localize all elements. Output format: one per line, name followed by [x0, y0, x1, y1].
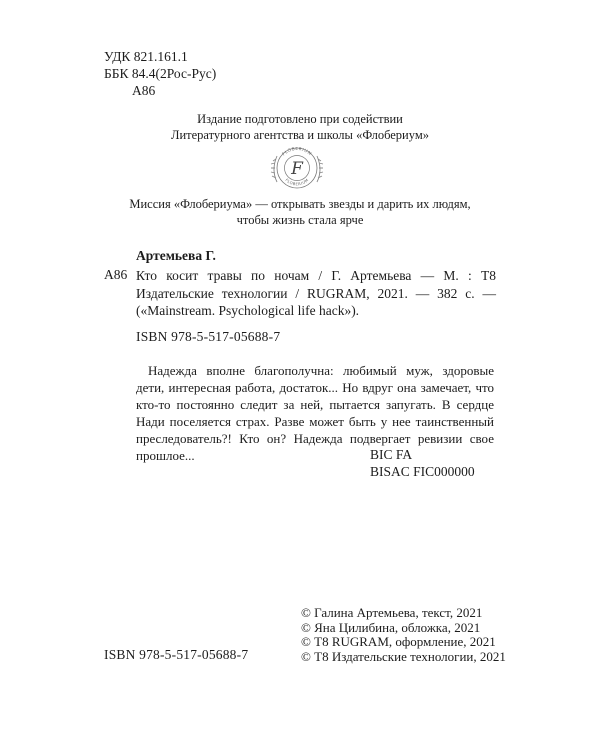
preparation-note: [0, 111, 600, 143]
mission-line-1: Миссия «Флобериума» — открывать звезды и дарить их людям,: [129, 197, 471, 211]
logo-arc-bottom: FLOBERIUM: [284, 177, 310, 187]
annotation-text: Надежда вполне благополучна: любимый муж, здоровые дети, интересная работа, достаток... Но вдруг она замечает, что кто-то постоянно следит за ней, пытается запугать. В сердце Нади поселяется страх. Разве может быть у нее таинственный преследователь?! Кто он? Надежда подвергает ревизии свое прошлое...: [136, 363, 494, 463]
copyright-line: © Т8 RUGRAM, оформление, 2021: [301, 634, 496, 649]
copyright-line: © Яна Цилибина, обложка, 2021: [301, 619, 481, 635]
bic-code: BIC FA: [370, 447, 413, 462]
copyright-line: © Галина Артемьева, текст, 2021: [301, 605, 483, 620]
preparation-line-2: Литературного агентства и школы «Флобериум»: [170, 128, 429, 142]
mission-line-2: чтобы жизнь стала ярче: [236, 213, 364, 227]
logo-letter: F: [291, 159, 303, 179]
udk-code: УДК 821.161.1: [104, 49, 188, 64]
logo-arc-top: FLOBERIUM: [280, 145, 313, 157]
classification-block: [104, 48, 216, 99]
bibliographic-description: Кто косит травы по ночам / Г. Артемьева — М. : Т8 Издательские технологии / RUGRAM, 2021. — 382 с. — («Mainstream. Psychological life hack»).: [136, 268, 496, 318]
floberium-logo: [265, 142, 329, 194]
mission-statement: [0, 196, 600, 228]
footer-isbn: ISBN 978-5-517-05688-7: [104, 647, 249, 662]
bbk-code: ББК 84.4(2Рос-Рус): [104, 66, 217, 81]
subject-codes: [370, 446, 475, 480]
record-author: Артемьева Г.: [136, 248, 216, 263]
author-mark: А86: [132, 83, 156, 98]
bisac-code: BISAC FIC000000: [370, 464, 475, 479]
copyright-line: © Т8 Издательские технологии, 2021: [301, 648, 506, 664]
preparation-line-1: Издание подготовлено при содействии: [197, 112, 403, 126]
record-author-mark: А86: [104, 267, 128, 282]
copyright-block: [301, 606, 506, 664]
record-isbn: ISBN 978-5-517-05688-7: [136, 329, 281, 344]
